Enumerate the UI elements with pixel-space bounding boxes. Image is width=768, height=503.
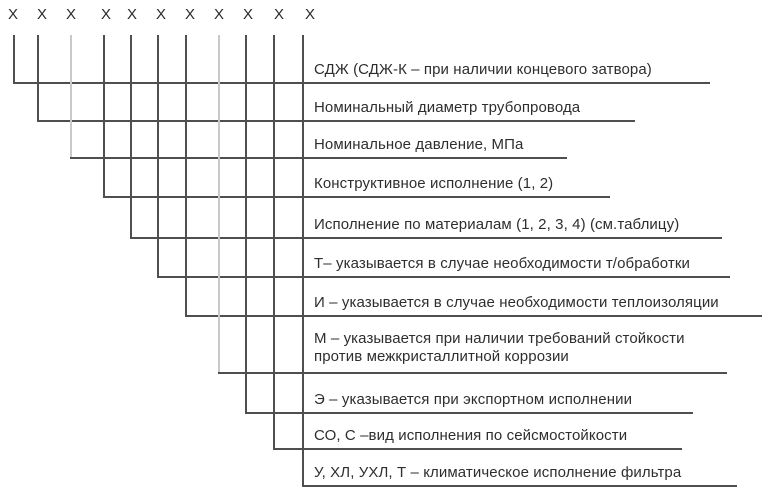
label-underline-11 (302, 485, 737, 487)
connector-vertical-line-9 (245, 35, 247, 412)
connector-vertical-line-8 (218, 35, 220, 372)
connector-vertical-line-11 (302, 35, 304, 485)
connector-vertical-line-2 (37, 35, 39, 120)
code-mark-3: Х (65, 6, 76, 23)
connector-vertical-line-1 (13, 35, 15, 82)
code-mark-5: Х (126, 6, 137, 23)
designation-label-2: Номинальный диаметр трубопровода (314, 99, 581, 116)
connector-vertical-line-10 (273, 35, 275, 448)
label-underline-9 (245, 412, 693, 414)
connector-vertical-line-4 (103, 35, 105, 196)
label-underline-2 (37, 120, 635, 122)
designation-label-5: Исполнение по материалам (1, 2, 3, 4) (см.таблицу) (314, 216, 680, 233)
connector-vertical-line-6 (157, 35, 159, 276)
label-underline-8 (218, 372, 727, 374)
code-mark-10: Х (273, 6, 284, 23)
label-underline-6 (157, 276, 730, 278)
connector-vertical-line-7 (185, 35, 187, 315)
code-mark-8: Х (213, 6, 224, 23)
label-underline-1 (13, 82, 710, 84)
code-mark-11: Х (304, 6, 315, 23)
code-mark-4: Х (100, 6, 111, 23)
label-underline-4 (103, 196, 610, 198)
designation-label-9: Э – указывается при экспортном исполнении (314, 391, 633, 408)
designation-label-7: И – указывается в случае необходимости теплоизоляции (314, 294, 719, 311)
connector-vertical-line-3 (70, 35, 72, 157)
designation-label-10: СО, С –вид исполнения по сейсмостойкости (314, 427, 628, 444)
code-mark-2: Х (36, 6, 47, 23)
designation-label-4: Конструктивное исполнение (1, 2) (314, 175, 554, 192)
label-underline-3 (70, 157, 567, 159)
code-mark-6: Х (155, 6, 166, 23)
code-mark-1: Х (7, 6, 18, 23)
designation-label-1: СДЖ (СДЖ-К – при наличии концевого затвора) (314, 61, 652, 78)
designation-label-6: Т– указывается в случае необходимости т/обработки (314, 255, 691, 272)
label-underline-10 (273, 448, 682, 450)
code-mark-7: Х (184, 6, 195, 23)
designation-label-3: Номинальное давление, МПа (314, 136, 524, 153)
label-underline-7 (185, 315, 762, 317)
designation-label-11: У, ХЛ, УХЛ, Т – климатическое исполнение фильтра (314, 464, 682, 481)
designation-label-8: М – указывается при наличии требований стойкости против межкристаллитной коррозии (314, 330, 685, 365)
code-mark-9: Х (242, 6, 253, 23)
connector-vertical-line-5 (130, 35, 132, 237)
